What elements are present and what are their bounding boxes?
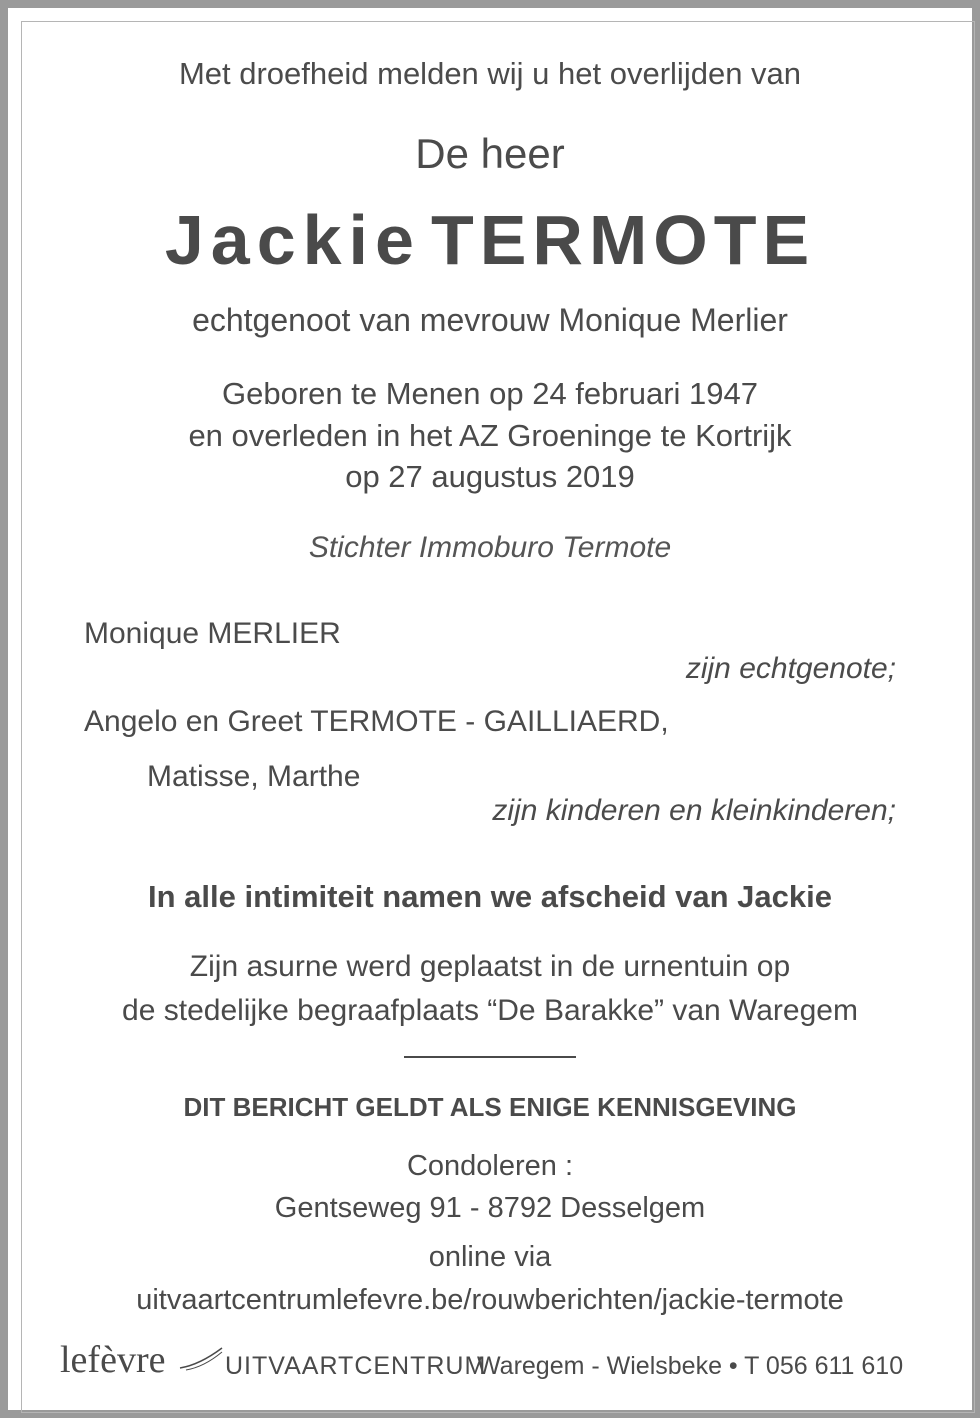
urn-line-2: de stedelijke begraafplaats “De Barakke” van Waregem <box>122 994 858 1027</box>
condolences-url[interactable]: uitvaartcentrumlefevre.be/rouwberichten/jackie-termote <box>136 1284 844 1316</box>
contact-info: Waregem - Wielsbeke • T 056 611 610 <box>477 1352 904 1380</box>
condolences-address: Gentseweg 91 - 8792 Desselgem <box>274 1192 706 1224</box>
footer <box>60 1338 930 1388</box>
urn-line-1: Zijn asurne werd geplaatst in de urnentuin op <box>189 950 791 983</box>
death-line-1: en overleden in het AZ Groeninge te Kortrijk <box>188 418 792 453</box>
brand-name: UITVAARTCENTRUM <box>225 1352 487 1380</box>
birth-line: Geboren te Menen op 24 februari 1947 <box>222 376 758 411</box>
children-relation: zijn kinderen en kleinkinderen; <box>492 794 896 827</box>
online-label: online via <box>428 1241 552 1273</box>
spouse-relation: zijn echtgenote; <box>685 652 896 685</box>
farewell-heading: In alle intimiteit namen we afscheid van Jackie <box>148 879 832 914</box>
spouse-line: echtgenoot van mevrouw Monique Merlier <box>192 302 788 338</box>
deceased-name <box>0 200 980 280</box>
children-names: Angelo en Greet TERMOTE - GAILLIAERD, <box>84 705 669 738</box>
honorific-title: De heer <box>415 130 565 177</box>
first-name: Jackie <box>164 201 421 279</box>
notice-line: DIT BERICHT GELDT ALS ENIGE KENNISGEVING <box>183 1092 797 1122</box>
spouse-name: Monique MERLIER <box>84 617 341 650</box>
intro-text: Met droefheid melden wij u het overlijden van <box>178 56 802 91</box>
divider <box>404 1056 576 1058</box>
grandchildren-names: Matisse, Marthe <box>147 760 361 793</box>
condolences-label: Condoleren : <box>406 1150 574 1182</box>
lefevre-logo: lefèvre <box>60 1339 166 1381</box>
founder-line: Stichter Immoburo Termote <box>308 531 672 564</box>
last-name: TERMOTE <box>430 201 816 279</box>
swoosh-icon <box>178 1346 224 1372</box>
death-line-2: op 27 augustus 2019 <box>345 459 635 494</box>
